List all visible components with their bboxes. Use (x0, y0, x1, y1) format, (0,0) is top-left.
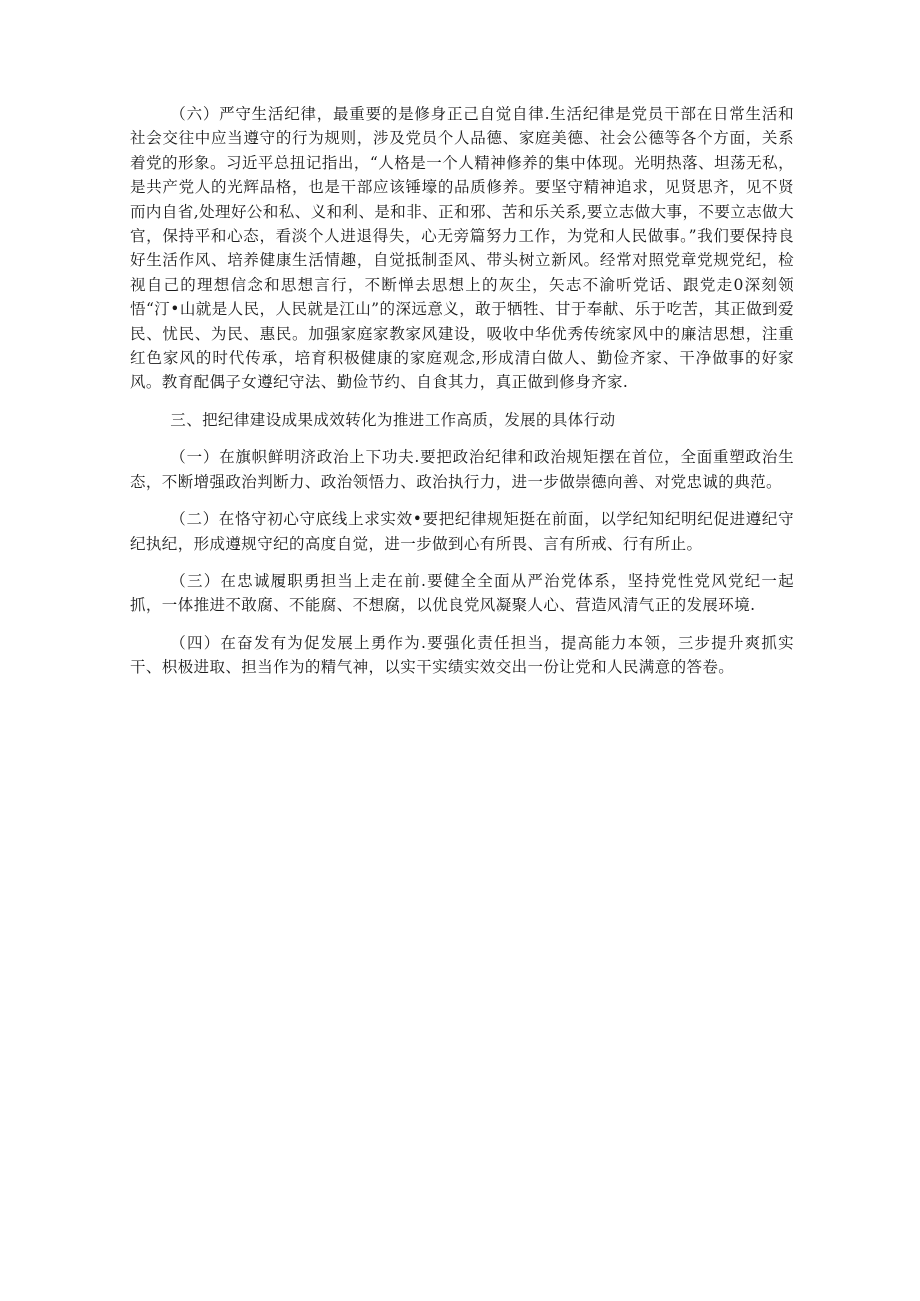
section-heading-three: 三、把纪律建设成果成效转化为推进工作高质，发展的具体行动 (170, 410, 616, 429)
paragraph-item-two: （二）在恪守初心守底线上求实效•要把纪律规矩挺在前面，以学纪知纪明纪促进遵纪守纪执纪，形成遵规守纪的高度自觉，进一步做到心有所畏、言有所戒、行有所止。 (130, 510, 794, 553)
paragraph-item-four: （四）在奋发有为促发展上勇作为.要强化责任担当，提高能力本领，三步提升爽抓实干、枳极进取、担当作为的精气神，以实干实绩实效交出一份让党和人民满意的答卷。 (130, 633, 794, 677)
paragraph-life-discipline: （六）严守生活纪律，最重要的是修身正己自觉自律.生活纪律是党员干部在日常生活和社会交往中应当遵守的行为规则，涉及党员个人品德、家庭美德、社会公德等各个方面，关系着党的形象。习近平总扭记指出，“人格是一个人精神修养的集中体现。光明热落、坦荡无私，是共产党人的光辉品格，也是干部应该锤壕的品质修养。要坚守精神追求，见贤思齐，见不贤而内自省,处理好公和私、义和利、是和非、正和邪、苦和乐关系,要立志做大事，不要立志做大官，保持平和心态，看淡个人进退得失，心无旁篇努力工作，为党和人民做事。”我们要保持良好生活作风、培养健康生活情趣，自觉抵制歪风、带头树立新风。经常对照党章党规党纪，检视自己的理想信念和思想言行，不断惮去思想上的灰尘，矢志不渝听党话、跟党走0深刻领悟“汀•山就是人民，人民就是江山”的深远意义，敢于牺牲、甘于奉献、乐于吃苦，其正做到爱民、忧民、为民、惠民。加强家庭家教家风建设，吸收中华优秀传统家风中的廉洁思想，注重红色家风的时代传承，培育积极健康的家庭观念,形成清白做人、勤俭齐家、干净做事的好家风。教育配偶子女遵纪守法、勤俭节约、自食其力，真正做到修身齐家. (130, 105, 794, 392)
document-page (130, 102, 794, 693)
paragraph-item-one: （一）在旗帜鲜明济政治上下功夫.要把政治纪律和政治规矩摆在首位，全面重塑政治生态，不断增强政治判断力、政治领悟力、政治执行力，进一步做崇德向善、对党忠诚的典范。 (130, 448, 794, 491)
paragraph-item-three: （三）在忠诚履职勇担当上走在前.要健全全面从严治党体系，坚持党性党风党纪一起抓，一体推进不敢腐、不能腐、不想腐，以优良党风凝聚人心、营造风清气正的发展环境. (130, 571, 794, 615)
